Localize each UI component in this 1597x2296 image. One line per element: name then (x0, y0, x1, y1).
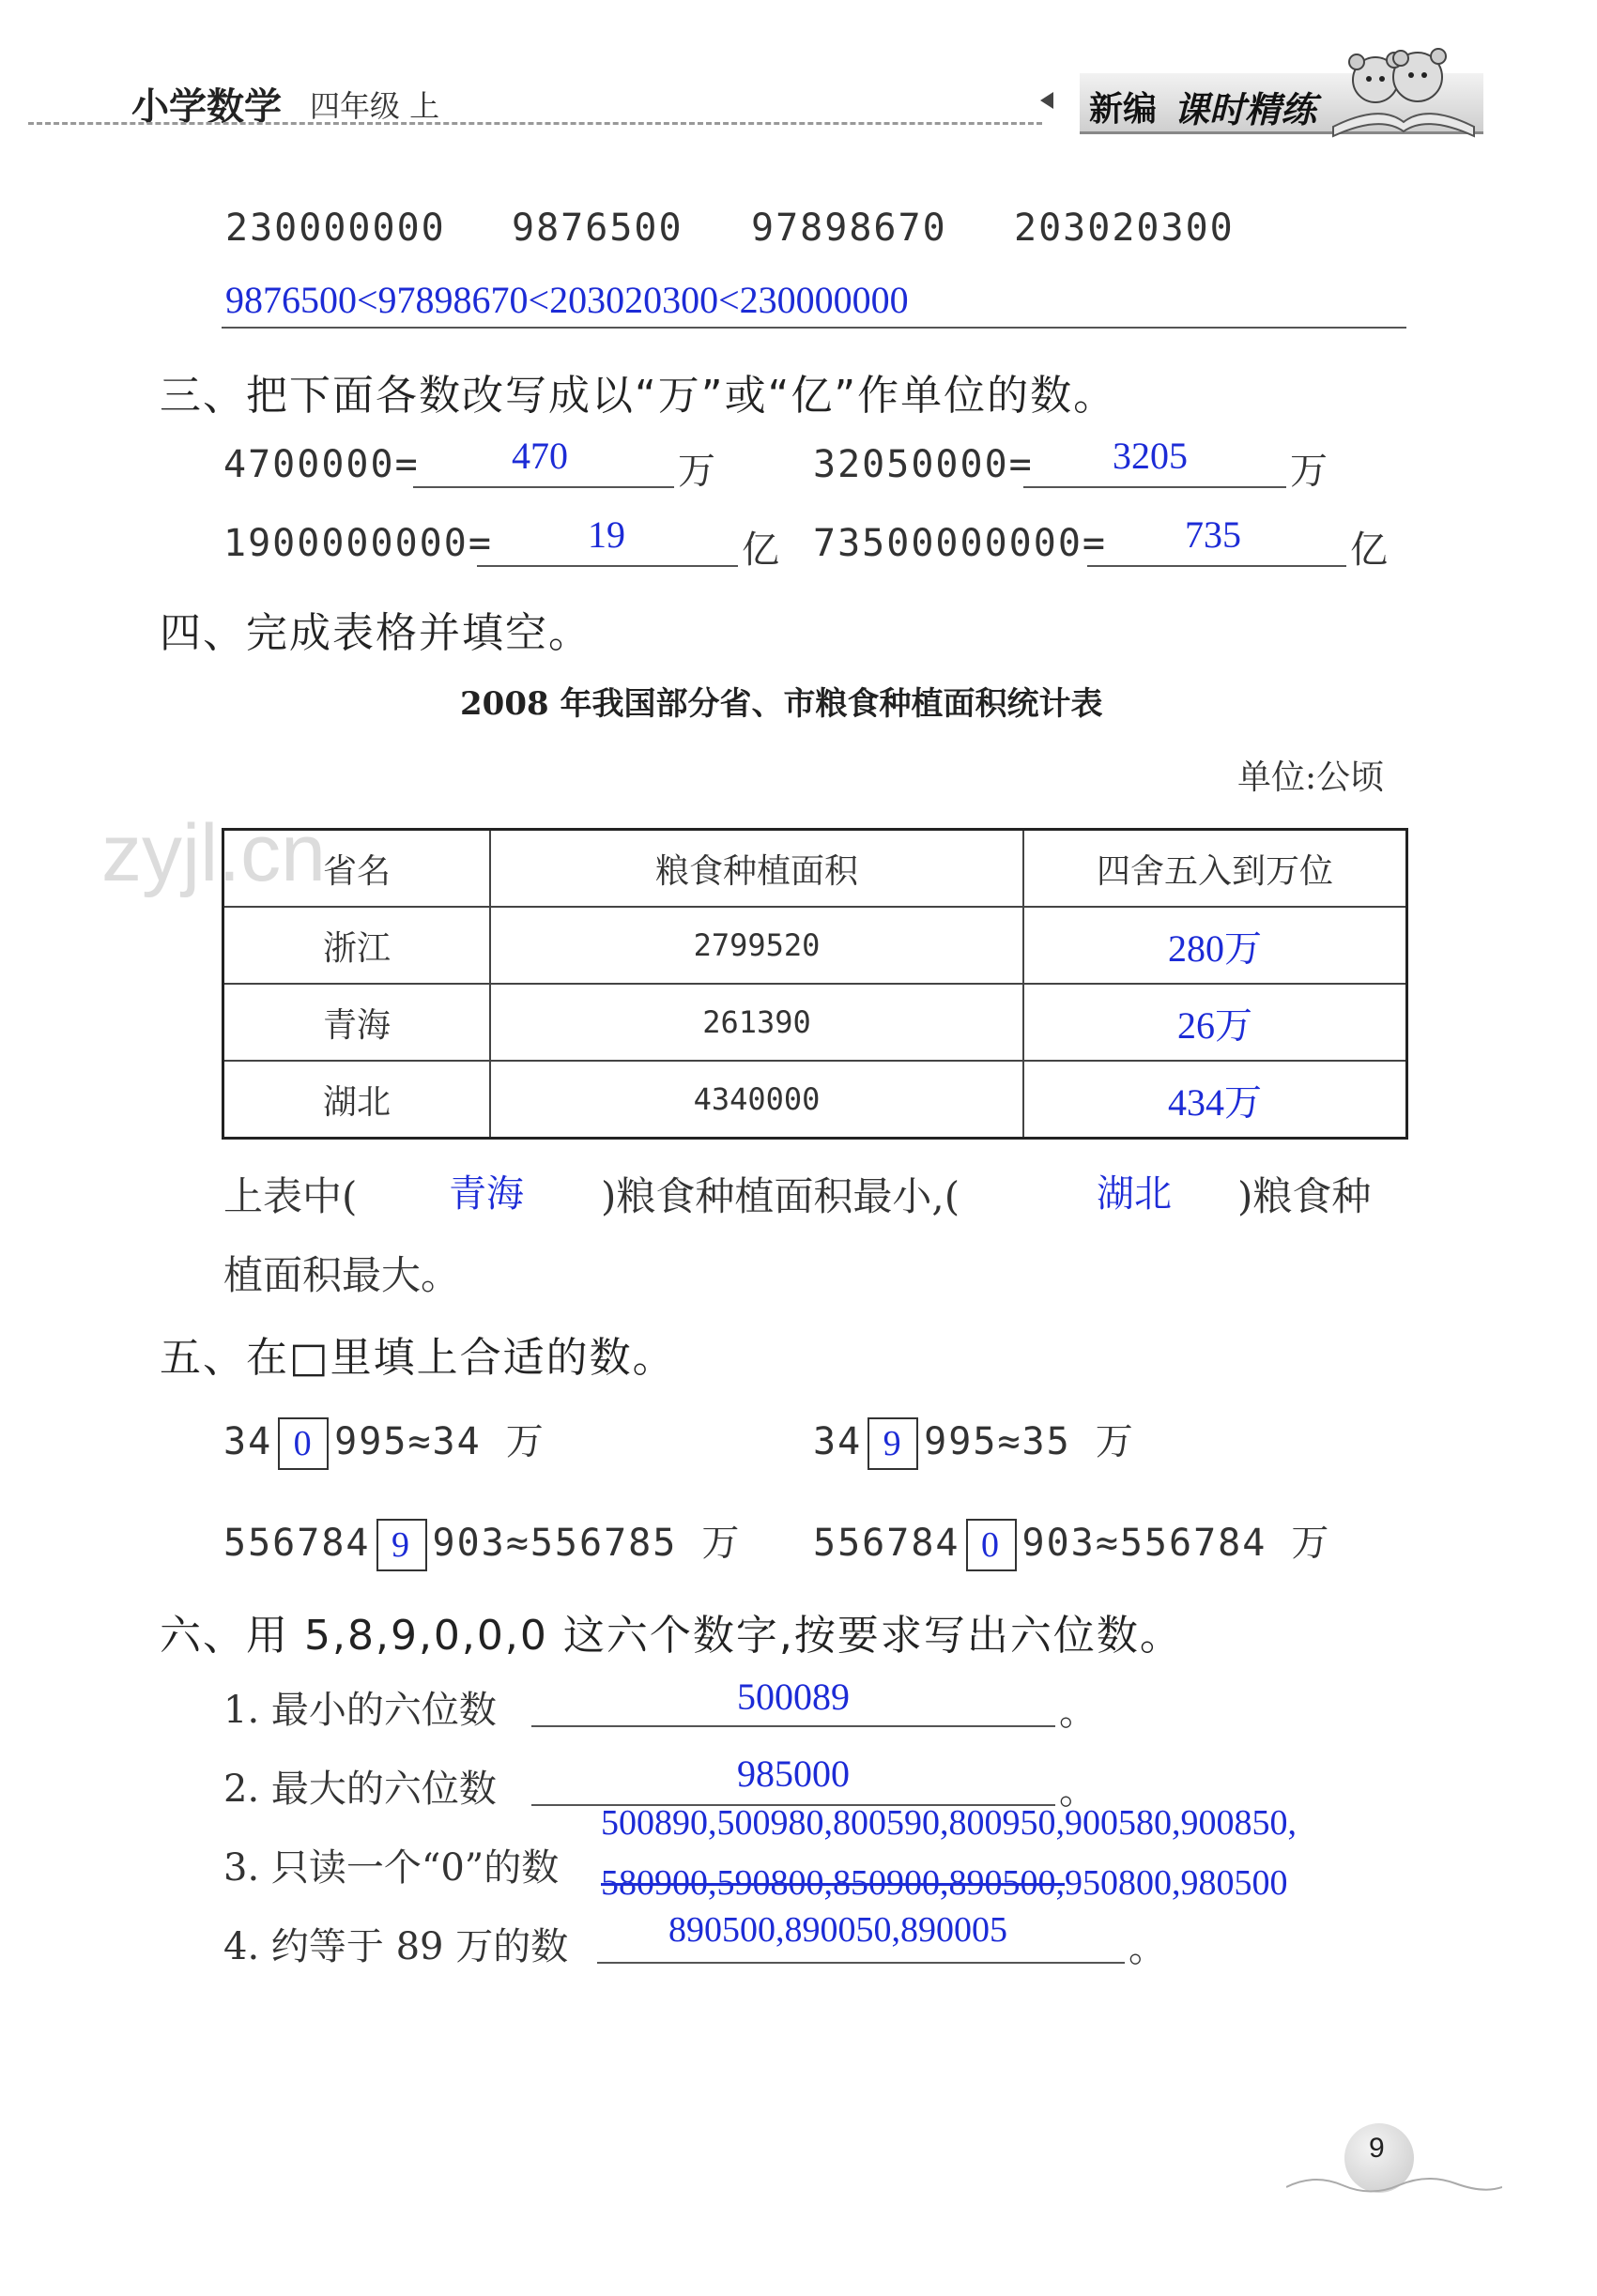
s5-box[interactable]: 9 (376, 1519, 427, 1571)
fill-part-4: 植面积最大。 (223, 1252, 461, 1298)
s6-question-2: 2. 最大的六位数 (223, 1768, 497, 1811)
cell-province: 青海 (223, 984, 491, 1061)
s3-expr-3: 1900000000= (223, 522, 493, 565)
cell-area: 261390 (490, 984, 1023, 1061)
s3-line-2 (1023, 486, 1286, 488)
s3-line-4 (1087, 565, 1346, 567)
s6-question-4: 4. 约等于 89 万的数 (223, 1925, 569, 1968)
cell-area: 4340000 (490, 1061, 1023, 1139)
s5-item-3 (223, 1513, 741, 1571)
s5-box[interactable]: 0 (278, 1417, 329, 1470)
s3-line-1 (413, 486, 674, 488)
s5-pre: 556784 (813, 1522, 960, 1565)
s3-answer-3[interactable]: 19 (588, 513, 625, 556)
s6-end-4: 。 (1129, 1927, 1166, 1970)
fill-answer-1[interactable]: 青海 (449, 1172, 524, 1215)
s6-answer-3-struck: 580900,590800,850900,890500, (601, 1863, 1065, 1903)
s6-answer-3-rest: 950800,980500 (1065, 1863, 1288, 1903)
header-grade: 四年级 上 (310, 88, 440, 124)
s5-pre: 34 (223, 1420, 273, 1463)
s3-unit-4: 亿 (1350, 528, 1388, 572)
header-rounded: 四舍五入到万位 (1023, 830, 1407, 908)
s3-answer-4[interactable]: 735 (1185, 513, 1241, 556)
compare-answer: 9876500<97898670<203020300<230000000 (225, 279, 909, 321)
s5-item-1 (223, 1412, 545, 1470)
fill-part-2: )粮食种植面积最小,( (601, 1173, 960, 1219)
compare-number-2: 9876500 (512, 207, 683, 250)
s6-answer-3-line2[interactable] (601, 1862, 1288, 1904)
s6-answer-2[interactable]: 985000 (737, 1753, 850, 1795)
header-arrow-icon (1040, 92, 1053, 109)
table-row (223, 1061, 1407, 1139)
s5-post: 995≈35 万 (924, 1420, 1135, 1463)
table-unit: 单位:公顷 (1237, 758, 1385, 797)
page-number: 9 (1369, 2133, 1385, 2164)
table-title: 2008 年我国部分省、市粮食种植面积统计表 (460, 685, 1103, 723)
s3-expr-1: 4700000= (223, 443, 420, 486)
s6-answer-1[interactable]: 500089 (737, 1676, 850, 1718)
watermark: zyjl.cn (101, 808, 326, 898)
header-subject: 小学数学 (131, 85, 282, 129)
fill-part-1: 上表中( (223, 1173, 358, 1219)
s3-answer-1[interactable]: 470 (512, 435, 568, 477)
s5-post: 903≈556784 万 (1021, 1522, 1331, 1565)
cell-rounded[interactable]: 280万 (1023, 907, 1407, 984)
s6-line-4 (597, 1962, 1125, 1964)
s3-answer-2[interactable]: 3205 (1113, 435, 1188, 477)
s6-line-1 (531, 1725, 1055, 1727)
header-province: 省名 (223, 830, 491, 908)
fill-part-3: )粮食种 (1237, 1173, 1372, 1219)
cell-area: 2799520 (490, 907, 1023, 984)
s5-box[interactable]: 0 (966, 1519, 1017, 1571)
s6-question-3: 3. 只读一个“0”的数 (223, 1846, 560, 1890)
s5-box[interactable]: 9 (868, 1417, 918, 1470)
s3-expr-4: 73500000000= (813, 522, 1107, 565)
s3-line-3 (477, 565, 738, 567)
s3-unit-2: 万 (1290, 450, 1328, 493)
cell-rounded[interactable]: 434万 (1023, 1061, 1407, 1139)
s3-unit-3: 亿 (742, 528, 779, 572)
section3-title: 三、把下面各数改写成以“万”或“亿”作单位的数。 (160, 372, 1117, 420)
cell-rounded[interactable]: 26万 (1023, 984, 1407, 1061)
compare-number-4: 203020300 (1014, 207, 1235, 250)
s6-question-1: 1. 最小的六位数 (223, 1689, 497, 1732)
s6-end-1: 。 (1059, 1691, 1097, 1734)
compare-number-3: 97898670 (751, 207, 947, 250)
s3-expr-2: 32050000= (813, 443, 1034, 486)
mascot-book-icon (1324, 38, 1483, 145)
table-row (223, 984, 1407, 1061)
s5-post: 995≈34 万 (334, 1420, 545, 1463)
fill-answer-2[interactable]: 湖北 (1097, 1172, 1172, 1215)
s6-answer-4[interactable]: 890500,890050,890005 (668, 1910, 1007, 1950)
footer-wave (1286, 2168, 1502, 2200)
s5-item-4 (813, 1513, 1330, 1571)
section6-title: 六、用 5,8,9,0,0,0 这六个数字,按要求写出六位数。 (160, 1612, 1183, 1660)
header-series: 新编 (1089, 90, 1158, 129)
cell-province: 浙江 (223, 907, 491, 984)
compare-answer-line (222, 327, 1406, 329)
s5-post: 903≈556785 万 (432, 1522, 742, 1565)
s5-item-2 (813, 1412, 1135, 1470)
table-header-row (223, 830, 1407, 908)
s6-end-2: 。 (1059, 1769, 1097, 1813)
grain-area-table (222, 828, 1408, 1140)
s5-pre: 34 (813, 1420, 863, 1463)
compare-number-1: 230000000 (225, 207, 446, 250)
header-divider (28, 122, 1042, 125)
section4-title: 四、完成表格并填空。 (160, 609, 591, 657)
s5-pre: 556784 (223, 1522, 371, 1565)
header-area: 粮食种植面积 (490, 830, 1023, 908)
cell-province: 湖北 (223, 1061, 491, 1139)
section5-title: 五、在□里填上合适的数。 (160, 1334, 676, 1382)
s3-unit-1: 万 (678, 450, 715, 493)
table-row (223, 907, 1407, 984)
header-book: 课时精练 (1174, 88, 1317, 130)
s6-answer-3-line1[interactable]: 500890,500980,800590,800950,900580,900850, (601, 1803, 1297, 1843)
